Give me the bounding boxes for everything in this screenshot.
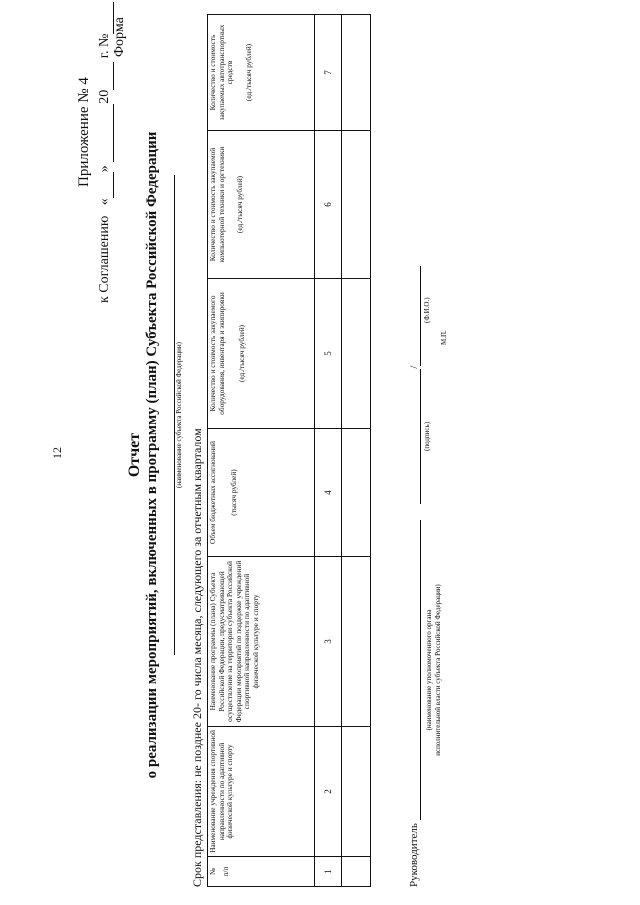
table-cell — [342, 557, 371, 727]
deadline-text: Срок представления: не позднее 20- го числа месяца, следующего за отчетным кварталом — [190, 428, 204, 887]
table-cell — [342, 279, 371, 429]
table-cell — [342, 15, 371, 131]
agreement-label: к Соглашению — [97, 215, 112, 303]
header-cell-program: Наименование программы (плана) Субъекта Российской Федерации, предусматривающей осуществление на территории субъекта Российской Федерации мероприятий по поддержке учреждений спортивной направленности по адаптивной физической культуре и спорту — [208, 557, 315, 727]
seal-caption: М.П. — [440, 330, 448, 345]
table-header-row — [208, 15, 315, 887]
column-number: 5 — [315, 279, 342, 429]
header-cell-institution: Наименование учреждения спортивной направленности по адаптивной физической культуре и спорту — [208, 727, 315, 857]
column-number: 3 — [315, 557, 342, 727]
table-column-numbers-row — [315, 15, 342, 887]
form-label: Форма — [112, 17, 127, 57]
table-cell — [342, 727, 371, 857]
signature-block: Руководитель / — [408, 266, 421, 887]
report-subtitle: о реализации мероприятий, включенных в программу (план) Субъекта Российской Федерации — [144, 131, 160, 779]
table-cell — [342, 131, 371, 279]
agreement-year-suffix: г. — [97, 50, 112, 59]
column-number: 7 — [315, 15, 342, 131]
header-cell-number: № п/п — [208, 857, 315, 887]
report-title: Отчет — [126, 432, 143, 478]
name-caption: (Ф.И.О.) — [423, 297, 431, 323]
agreement-number-label: № — [97, 33, 112, 48]
header-cell-equipment: Количество и стоимость закупаемого оборудования, инвентаря и экипировки (ед./тысяч рублей) — [208, 279, 315, 429]
header-cell-budget: Объем бюджетных ассигнований (тысяч рублей) — [208, 429, 315, 557]
report-table — [207, 14, 371, 887]
subject-name-caption: (наименование субъекта Российской Федерации) — [175, 342, 183, 488]
authority-caption: (наименование уполномоченного органа исполнительной власти субъекта Российской Федерации) — [425, 584, 442, 756]
appendix-title: Приложение № 4 — [76, 77, 92, 187]
head-label: Руководитель — [408, 823, 420, 887]
header-cell-computers: Количество и стоимость закупаемой компьютерной техники и оргтехники (ед./тысяч рублей) — [208, 131, 315, 279]
column-number: 4 — [315, 429, 342, 557]
signature-caption: (подпись) — [423, 421, 431, 451]
column-number: 2 — [315, 727, 342, 857]
page-number: 12 — [50, 447, 64, 459]
header-cell-vehicles: Количество и стоимость закупаемых автотранспортных средств (ед./тысяч рублей) — [208, 15, 315, 131]
table-cell — [342, 857, 371, 887]
table-cell — [342, 429, 371, 557]
column-number: 1 — [315, 857, 342, 887]
agreement-year: 20 — [97, 89, 112, 104]
subject-name-line — [158, 175, 175, 655]
column-number: 6 — [315, 131, 342, 279]
table-row — [342, 15, 371, 887]
agreement-line: к Соглашению « » 20 г. № — [97, 2, 114, 303]
